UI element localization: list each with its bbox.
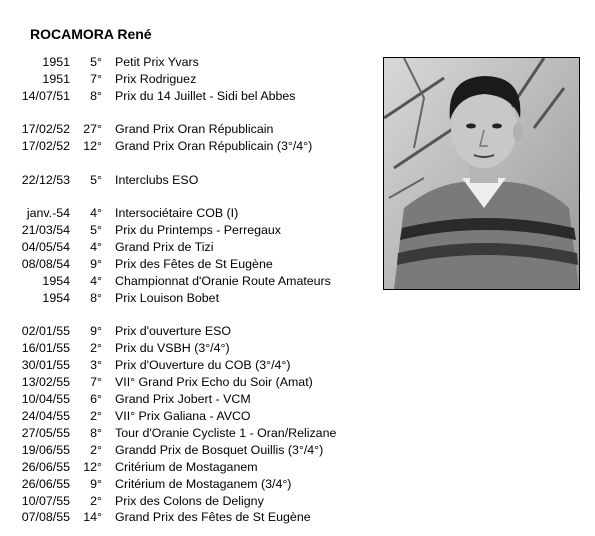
result-date: 04/05/54	[21, 240, 70, 254]
result-race: Prix du VSBH (3°/4°)	[115, 341, 230, 355]
result-race: Grand Prix Oran Républicain (3°/4°)	[115, 139, 313, 153]
result-race: Grand Prix Oran Républicain	[115, 122, 274, 136]
result-place: 12°	[83, 460, 102, 474]
result-place: 12°	[83, 139, 102, 153]
result-race: Intersociétaire COB (I)	[115, 206, 239, 220]
result-date: 22/12/53	[21, 173, 70, 187]
result-race: Prix Louison Bobet	[115, 291, 220, 305]
result-race: Petit Prix Yvars	[115, 55, 199, 69]
result-date: 10/04/55	[21, 392, 70, 406]
result-date: 16/01/55	[21, 341, 70, 355]
result-date: 1951	[42, 55, 70, 69]
result-date: 08/08/54	[21, 257, 70, 271]
result-place: 6°	[90, 392, 102, 406]
result-date: 13/02/55	[21, 375, 70, 389]
result-race: Grandd Prix de Bosquet Ouillis (3°/4°)	[115, 443, 324, 457]
page-title: ROCAMORA René	[30, 26, 152, 42]
result-date: 21/03/54	[21, 223, 70, 237]
result-race: Grand Prix des Fêtes de St Eugène	[115, 510, 311, 524]
result-place: 3°	[90, 358, 102, 372]
result-place: 8°	[90, 291, 102, 305]
result-date: 24/04/55	[21, 409, 70, 423]
result-place: 5°	[90, 55, 102, 69]
result-race: Prix du Printemps - Perregaux	[115, 223, 281, 237]
result-date: 1954	[42, 291, 70, 305]
result-place: 9°	[90, 324, 102, 338]
result-date: 17/02/52	[21, 139, 70, 153]
result-place: 5°	[90, 173, 102, 187]
result-place: 2°	[90, 409, 102, 423]
result-date: 30/01/55	[21, 358, 70, 372]
result-date: 27/05/55	[21, 426, 70, 440]
result-place: 2°	[90, 443, 102, 457]
result-race: Tour d'Oranie Cycliste 1 - Oran/Relizane	[115, 426, 337, 440]
result-race: Prix du 14 Juillet - Sidi bel Abbes	[115, 89, 296, 103]
result-date: 02/01/55	[21, 324, 70, 338]
result-date: janv.-54	[26, 206, 70, 220]
portrait-illustration	[384, 58, 579, 289]
result-race: Prix d'ouverture ESO	[115, 324, 231, 338]
result-place: 8°	[90, 89, 102, 103]
result-race: Critérium de Mostaganem (3/4°)	[115, 477, 292, 491]
result-place: 9°	[90, 257, 102, 271]
result-place: 4°	[90, 206, 102, 220]
result-date: 19/06/55	[21, 443, 70, 457]
result-place: 2°	[90, 494, 102, 508]
result-race: Prix d'Ouverture du COB (3°/4°)	[115, 358, 291, 372]
result-place: 8°	[90, 426, 102, 440]
result-date: 14/07/51	[21, 89, 70, 103]
result-place: 9°	[90, 477, 102, 491]
result-date: 10/07/55	[21, 494, 70, 508]
result-race: Grand Prix Jobert - VCM	[115, 392, 251, 406]
result-date: 26/06/55	[21, 460, 70, 474]
result-date: 07/08/55	[21, 510, 70, 524]
result-place: 5°	[90, 223, 102, 237]
result-race: VII° Grand Prix Echo du Soir (Amat)	[115, 375, 313, 389]
result-date: 1954	[42, 274, 70, 288]
result-place: 2°	[90, 341, 102, 355]
rider-portrait-photo	[383, 57, 580, 290]
result-race: Critérium de Mostaganem	[115, 460, 258, 474]
result-race: Prix Rodriguez	[115, 72, 197, 86]
result-race: Prix des Colons de Deligny	[115, 494, 264, 508]
result-place: 4°	[90, 240, 102, 254]
result-place: 7°	[90, 72, 102, 86]
result-date: 26/06/55	[21, 477, 70, 491]
result-date: 17/02/52	[21, 122, 70, 136]
result-place: 4°	[90, 274, 102, 288]
result-place: 14°	[83, 510, 102, 524]
result-date: 1951	[42, 72, 70, 86]
result-race: Interclubs ESO	[115, 173, 199, 187]
result-race: VII° Prix Galiana - AVCO	[115, 409, 251, 423]
result-race: Prix des Fêtes de St Eugène	[115, 257, 273, 271]
result-place: 7°	[90, 375, 102, 389]
result-place: 27°	[83, 122, 102, 136]
result-race: Championnat d'Oranie Route Amateurs	[115, 274, 331, 288]
result-race: Grand Prix de Tizi	[115, 240, 214, 254]
